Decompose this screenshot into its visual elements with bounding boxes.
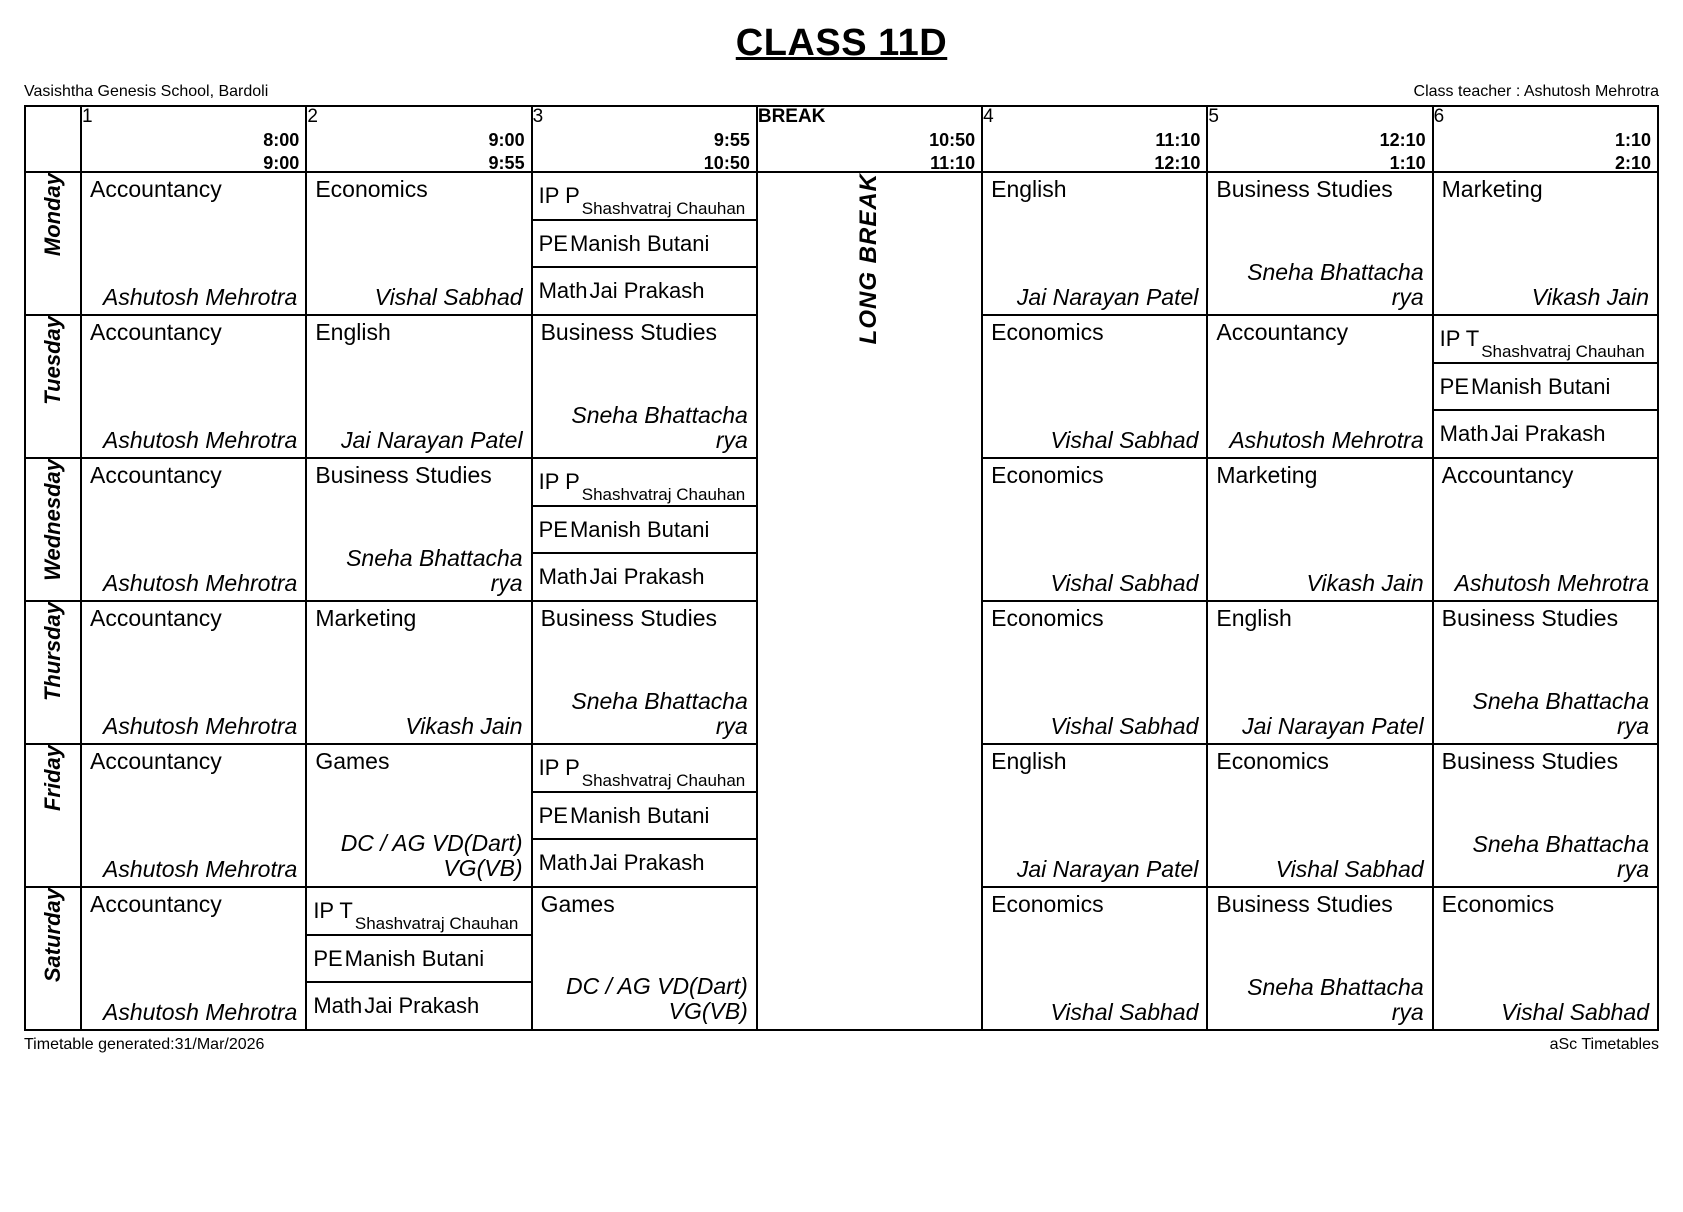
period-number: 1 [82, 106, 93, 127]
page-title: CLASS 11D [735, 22, 948, 64]
period-start: 12:10 [1379, 130, 1426, 150]
day-label-text: Wednesday [40, 459, 66, 581]
school-name: Vasishtha Genesis School, Bardoli [24, 83, 269, 100]
day-label-text: Friday [40, 745, 66, 812]
lesson-cell[interactable] [1433, 315, 1658, 458]
lesson-cell[interactable] [81, 458, 306, 601]
lesson-subject: Math [538, 278, 588, 304]
lesson-cell[interactable] [532, 887, 757, 1030]
lesson-cell[interactable] [982, 172, 1207, 315]
lesson-cell[interactable] [306, 887, 531, 1030]
lesson-subject: Games [540, 891, 615, 917]
period-number: 6 [1433, 106, 1445, 127]
lesson-cell[interactable] [532, 172, 757, 315]
period-times [263, 129, 299, 174]
lesson-subject: Math [538, 850, 588, 876]
lesson-cell[interactable] [81, 172, 306, 315]
day-label-monday [25, 172, 81, 315]
lesson-body [983, 745, 1206, 886]
lesson-body [533, 316, 756, 457]
lesson-cell[interactable] [1207, 601, 1432, 744]
lesson-body [82, 602, 305, 743]
lesson-teacher: Sneha Bhattacha rya [571, 401, 748, 454]
lesson-subject: Accountancy [90, 176, 222, 202]
lesson-cell[interactable] [1207, 744, 1432, 887]
lesson-teacher: Shashvatraj Chauhan [354, 913, 519, 933]
lesson-subject: Math [313, 993, 363, 1019]
lesson-teacher: Manish Butani [344, 945, 485, 971]
lesson-body [1208, 316, 1431, 457]
lesson-body [983, 602, 1206, 743]
lesson-subject: PE [538, 516, 568, 542]
lesson-body [1434, 888, 1657, 1029]
lesson-cell[interactable] [1207, 315, 1432, 458]
lesson-subject: Games [315, 748, 390, 774]
split-lesson-row[interactable] [307, 936, 530, 984]
lesson-cell[interactable] [1207, 458, 1432, 601]
lesson-cell[interactable] [982, 887, 1207, 1030]
lesson-teacher: DC / AG VD(Dart) VG(VB) [340, 829, 523, 882]
lesson-subject: Economics [315, 176, 428, 202]
lesson-subject: IP T [1439, 325, 1480, 351]
lesson-body [82, 888, 305, 1029]
corner-cell [25, 106, 81, 172]
lesson-teacher: Manish Butani [569, 516, 710, 542]
lesson-teacher: Manish Butani [569, 230, 710, 256]
split-lesson-row[interactable] [533, 221, 756, 269]
lesson-teacher: Ashutosh Mehrotra [102, 427, 298, 454]
lesson-subject: PE [538, 802, 568, 828]
lesson-teacher: Vikash Jain [405, 713, 523, 740]
lesson-subject: Marketing [315, 605, 417, 631]
footer [24, 1036, 1659, 1054]
lesson-teacher: Ashutosh Mehrotra [102, 284, 298, 311]
timetable-page [0, 22, 1683, 1212]
lesson-subject: Math [1439, 421, 1489, 447]
period-end: 1:10 [1389, 152, 1426, 173]
lesson-body [82, 459, 305, 600]
lesson-teacher: Sneha Bhattacha rya [1247, 973, 1424, 1026]
lesson-body [983, 316, 1206, 457]
lesson-teacher: Vishal Sabhad [1050, 999, 1199, 1026]
period-start: 10:50 [929, 130, 976, 150]
lesson-cell[interactable] [982, 744, 1207, 887]
period-end: 9:00 [263, 152, 300, 173]
lesson-subject: Economics [991, 891, 1104, 917]
period-times [929, 129, 975, 174]
period-number: 2 [307, 106, 318, 127]
lesson-cell[interactable] [81, 887, 306, 1030]
day-row [25, 172, 1658, 315]
lesson-subject: Marketing [1216, 462, 1318, 488]
lesson-subject: Accountancy [90, 462, 222, 488]
lesson-teacher: Jai Prakash [364, 993, 480, 1019]
lesson-teacher: Vikash Jain [1531, 284, 1649, 311]
split-lesson-row[interactable] [307, 888, 530, 936]
period-number: 3 [532, 106, 544, 127]
period-header-4 [982, 106, 1207, 172]
lesson-teacher: Sneha Bhattacha rya [346, 544, 523, 597]
lesson-subject: Economics [991, 605, 1104, 631]
lesson-cell[interactable] [982, 315, 1207, 458]
lesson-teacher: Vishal Sabhad [1050, 713, 1199, 740]
lesson-body [533, 602, 756, 743]
period-times [1154, 129, 1200, 174]
lesson-subject: PE [313, 945, 343, 971]
lesson-teacher: Vishal Sabhad [1275, 856, 1424, 883]
lesson-cell[interactable] [1207, 172, 1432, 315]
day-label-tuesday [25, 315, 81, 458]
lesson-subject: IP P [538, 468, 580, 494]
lesson-body [1208, 459, 1431, 600]
lesson-teacher: Manish Butani [1471, 373, 1611, 399]
lesson-teacher: Ashutosh Mehrotra [1454, 570, 1649, 597]
period-times [704, 129, 750, 174]
lesson-body [82, 745, 305, 886]
lesson-teacher: Jai Narayan Patel [341, 427, 523, 454]
lesson-teacher: Ashutosh Mehrotra [1229, 427, 1424, 454]
lesson-teacher: Vishal Sabhad [374, 284, 523, 311]
lesson-cell[interactable] [982, 458, 1207, 601]
split-lesson-row[interactable] [1434, 364, 1657, 412]
lesson-body [983, 888, 1206, 1029]
lesson-cell[interactable] [1433, 601, 1658, 744]
lesson-body [82, 173, 305, 314]
lesson-cell[interactable] [306, 458, 531, 601]
lesson-subject: Economics [1441, 891, 1555, 917]
lesson-subject: Economics [991, 462, 1104, 488]
split-lesson-row[interactable] [533, 268, 756, 314]
period-header-3 [532, 106, 757, 172]
class-teacher: Class teacher : Ashutosh Mehrotra [1413, 83, 1659, 100]
lesson-body [307, 745, 530, 886]
split-lesson-row[interactable] [533, 793, 756, 841]
period-number: BREAK [757, 106, 826, 127]
lesson-body [307, 173, 530, 314]
split-lesson-row[interactable] [533, 507, 756, 555]
lesson-subject: Economics [991, 319, 1104, 345]
lesson-body [533, 888, 756, 1029]
period-start: 11:10 [1155, 130, 1201, 150]
lesson-body [1208, 602, 1431, 743]
split-lesson-row[interactable] [533, 459, 756, 507]
lesson-cell[interactable] [1207, 887, 1432, 1030]
split-lesson-row[interactable] [1434, 316, 1657, 364]
period-header-5 [1207, 106, 1432, 172]
lesson-subject: Accountancy [90, 748, 222, 774]
lesson-subject: Economics [1216, 748, 1329, 774]
lesson-subject: Accountancy [90, 319, 222, 345]
subheader [24, 83, 1659, 101]
split-lesson-row[interactable] [533, 840, 756, 886]
long-break-label: LONG BREAK [855, 173, 883, 345]
lesson-teacher: Jai Prakash [589, 850, 705, 876]
split-lesson [1434, 316, 1657, 457]
long-break-cell [757, 172, 982, 1030]
lesson-subject: Business Studies [540, 319, 718, 345]
lesson-cell[interactable] [532, 315, 757, 458]
split-lesson-row[interactable] [533, 173, 756, 221]
day-label-text: Saturday [40, 888, 66, 983]
period-end: 11:10 [930, 152, 976, 173]
lesson-subject: PE [1439, 373, 1469, 399]
lesson-teacher: Shashvatraj Chauhan [581, 484, 746, 504]
generated-date: Timetable generated:31/Mar/2026 [24, 1036, 265, 1053]
day-label-friday [25, 744, 81, 887]
period-start: 8:00 [263, 130, 300, 150]
period-times [489, 129, 525, 174]
lesson-body [82, 316, 305, 457]
lesson-cell[interactable] [306, 315, 531, 458]
lesson-cell[interactable] [1433, 887, 1658, 1030]
lesson-subject: IP T [313, 897, 353, 923]
lesson-subject: Business Studies [1216, 176, 1393, 202]
period-number: 5 [1208, 106, 1219, 127]
period-header-break [757, 106, 982, 172]
period-times [1615, 129, 1651, 174]
lesson-teacher: Shashvatraj Chauhan [1481, 341, 1645, 361]
lesson-teacher: Ashutosh Mehrotra [102, 713, 298, 740]
lesson-body [1208, 745, 1431, 886]
period-start: 1:10 [1614, 130, 1651, 150]
lesson-subject: Business Studies [540, 605, 718, 631]
split-lesson [307, 888, 530, 1029]
lesson-cell[interactable] [982, 601, 1207, 744]
period-header-1 [81, 106, 306, 172]
lesson-subject: Business Studies [1441, 748, 1619, 774]
lesson-cell[interactable] [1433, 172, 1658, 315]
lesson-body [1208, 888, 1431, 1029]
split-lesson-row[interactable] [307, 983, 530, 1029]
day-label-text: Tuesday [40, 316, 66, 405]
split-lesson [533, 173, 756, 314]
lesson-teacher: Sneha Bhattacha rya [1472, 830, 1649, 883]
timetable-grid [24, 105, 1659, 1031]
lesson-body [1434, 602, 1657, 743]
lesson-teacher: Jai Prakash [589, 564, 705, 590]
lesson-teacher: Sneha Bhattacha rya [1472, 687, 1649, 740]
lesson-subject: Math [538, 564, 588, 590]
lesson-subject: Marketing [1441, 176, 1543, 202]
period-times [1380, 129, 1426, 174]
lesson-subject: Accountancy [90, 605, 222, 631]
lesson-subject: IP P [538, 182, 580, 208]
lesson-subject: PE [538, 230, 568, 256]
period-end: 12:10 [1154, 152, 1201, 173]
lesson-teacher: Ashutosh Mehrotra [102, 570, 298, 597]
lesson-body [983, 173, 1206, 314]
lesson-teacher: Vikash Jain [1306, 570, 1424, 597]
lesson-subject: Accountancy [1441, 462, 1574, 488]
lesson-teacher: Jai Narayan Patel [1242, 713, 1424, 740]
lesson-subject: English [991, 748, 1067, 774]
lesson-cell[interactable] [306, 601, 531, 744]
lesson-body [983, 459, 1206, 600]
lesson-teacher: Ashutosh Mehrotra [102, 999, 298, 1026]
lesson-body [307, 602, 530, 743]
timetable-body [25, 172, 1658, 1030]
lesson-subject: English [1216, 605, 1292, 631]
day-label-text: Thursday [40, 602, 66, 702]
lesson-cell[interactable] [81, 744, 306, 887]
period-end: 2:10 [1614, 152, 1651, 173]
split-lesson [533, 745, 756, 886]
period-number: 4 [983, 106, 994, 127]
lesson-subject: English [315, 319, 391, 345]
day-label-saturday [25, 887, 81, 1030]
lesson-subject: Accountancy [90, 891, 222, 917]
split-lesson-row[interactable] [1434, 411, 1657, 457]
lesson-teacher: Ashutosh Mehrotra [102, 856, 298, 883]
lesson-teacher: Jai Narayan Patel [1016, 856, 1199, 883]
lesson-teacher: Vishal Sabhad [1501, 999, 1649, 1026]
lesson-teacher: Sneha Bhattacha rya [1247, 258, 1424, 311]
lesson-teacher: Jai Prakash [1490, 421, 1606, 447]
lesson-subject: Business Studies [1441, 605, 1619, 631]
lesson-teacher: Manish Butani [569, 802, 710, 828]
lesson-teacher: DC / AG VD(Dart) VG(VB) [565, 972, 748, 1025]
lesson-subject: Business Studies [1216, 891, 1393, 917]
day-label-thursday [25, 601, 81, 744]
split-lesson [533, 459, 756, 600]
period-end: 10:50 [703, 152, 750, 173]
lesson-subject: Accountancy [1216, 319, 1349, 345]
lesson-teacher: Shashvatraj Chauhan [581, 770, 746, 790]
lesson-body [307, 316, 530, 457]
lesson-cell[interactable] [532, 601, 757, 744]
period-start: 9:55 [713, 130, 750, 150]
generator-credit: aSc Timetables [1549, 1036, 1659, 1053]
lesson-cell[interactable] [306, 744, 531, 887]
period-start: 9:00 [488, 130, 525, 150]
lesson-cell[interactable] [1433, 458, 1658, 601]
day-label-wednesday [25, 458, 81, 601]
lesson-teacher: Shashvatraj Chauhan [581, 198, 746, 218]
lesson-subject: IP P [538, 754, 580, 780]
split-lesson-row[interactable] [533, 554, 756, 600]
lesson-cell[interactable] [1433, 744, 1658, 887]
split-lesson-row[interactable] [533, 745, 756, 793]
lesson-subject: Business Studies [315, 462, 492, 488]
lesson-cell[interactable] [81, 601, 306, 744]
lesson-cell[interactable] [532, 744, 757, 887]
period-end: 9:55 [488, 152, 525, 173]
day-label-text: Monday [40, 173, 66, 257]
lesson-body [1208, 173, 1431, 314]
lesson-cell[interactable] [532, 458, 757, 601]
period-header-2 [306, 106, 531, 172]
lesson-cell[interactable] [81, 315, 306, 458]
lesson-teacher: Jai Narayan Patel [1016, 284, 1199, 311]
lesson-cell[interactable] [306, 172, 531, 315]
lesson-subject: English [991, 176, 1067, 202]
lesson-body [307, 459, 530, 600]
lesson-body [1434, 173, 1657, 314]
header-row [25, 106, 1658, 172]
lesson-body [1434, 459, 1657, 600]
lesson-teacher: Sneha Bhattacha rya [571, 687, 748, 740]
lesson-teacher: Vishal Sabhad [1050, 427, 1199, 454]
lesson-teacher: Vishal Sabhad [1050, 570, 1199, 597]
lesson-teacher: Jai Prakash [589, 278, 705, 304]
period-header-6 [1433, 106, 1658, 172]
lesson-body [1434, 745, 1657, 886]
